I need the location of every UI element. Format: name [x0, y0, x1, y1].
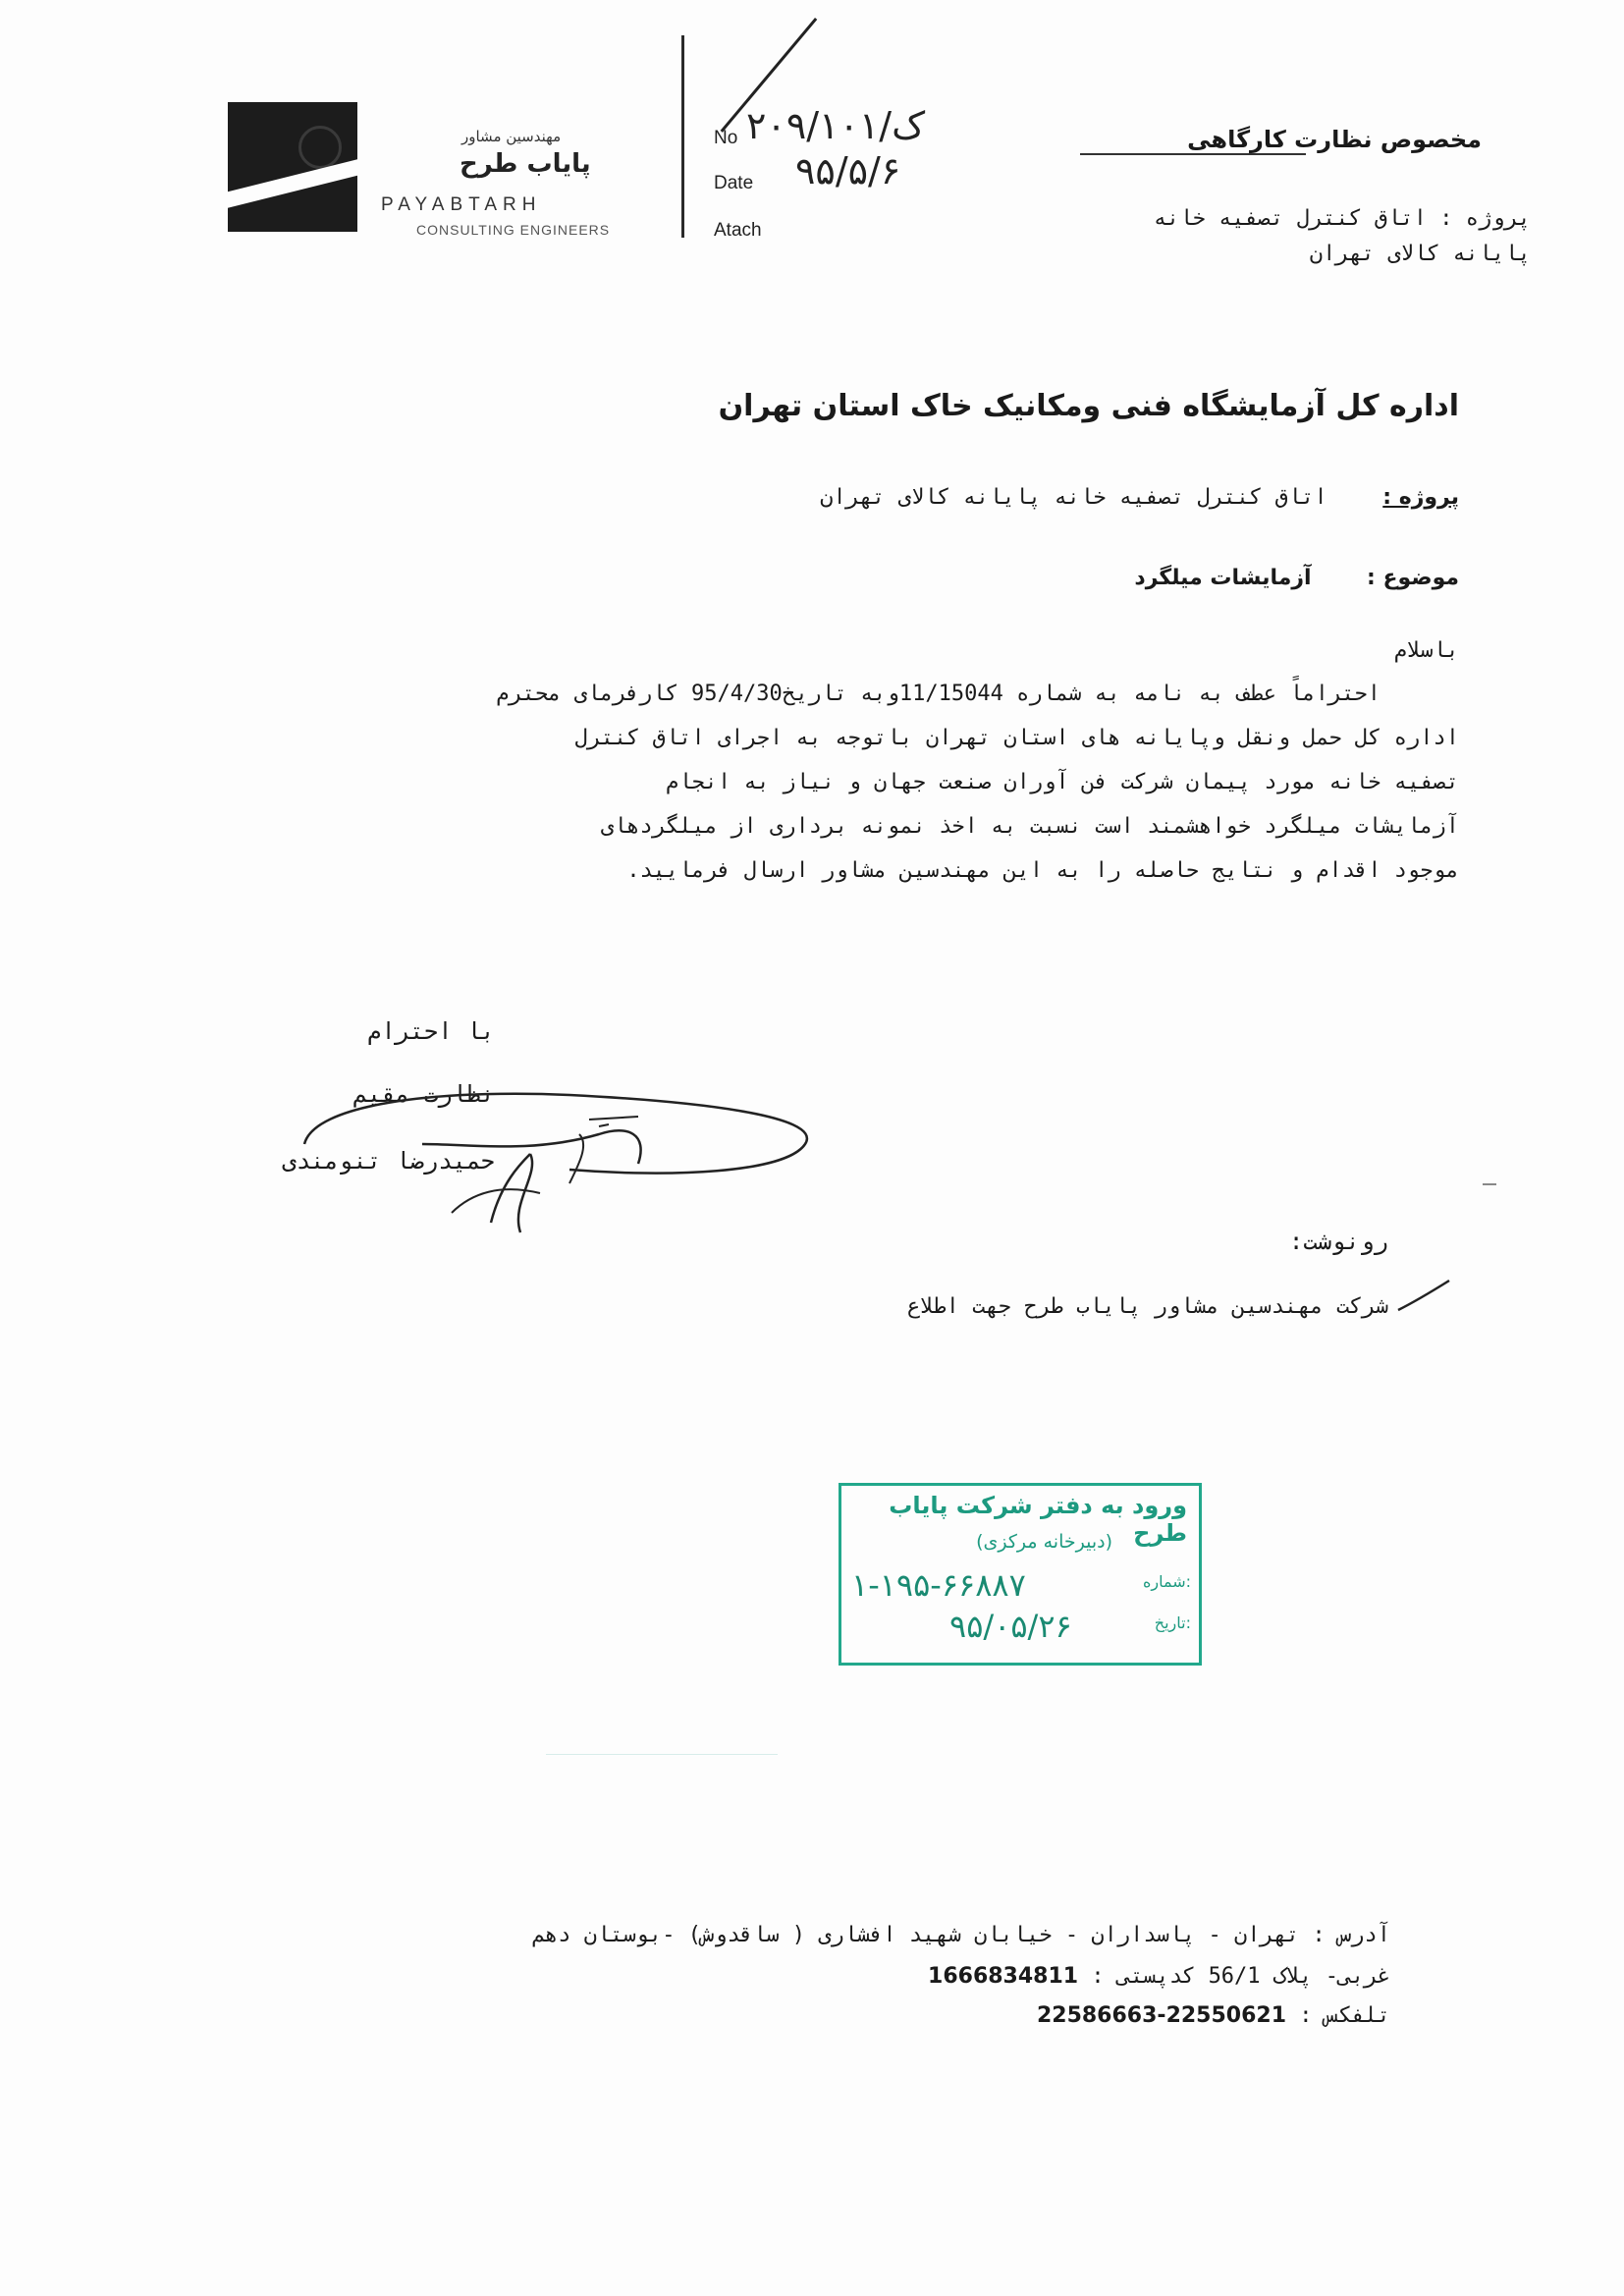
- project-header-line1: پروژه : اتاق کنترل تصفیه خانه: [1153, 206, 1531, 231]
- footer-telefax: [1037, 2003, 1390, 2028]
- body-line-3: تصفیه خانه مورد پیمان شرکت فن آوران صنعت جهان و نیاز به انجام: [666, 770, 1459, 794]
- received-stamp: [839, 1483, 1202, 1666]
- logo-persian-name: پایاب طرح: [460, 149, 591, 179]
- project-row: [820, 485, 1459, 510]
- project-label: پروژه :: [1382, 485, 1459, 510]
- footer-address-line2: [928, 1964, 1390, 1989]
- body-line-2: اداره کل حمل ونقل وپایانه های استان تهران باتوجه به اجرای اتاق کنترل: [574, 726, 1459, 750]
- faint-divider: [546, 1754, 778, 1755]
- header-divider: [681, 35, 684, 238]
- logo-english-subtitle: CONSULTING ENGINEERS: [416, 222, 611, 238]
- stamp-date-label: تاریخ:: [1154, 1613, 1191, 1632]
- letter-number-label: No: [714, 128, 738, 148]
- greeting: باسلام: [1393, 638, 1459, 663]
- stamp-date-value: ۹۵/۰۵/۲۶: [949, 1608, 1072, 1645]
- signer-name: حمیدرضا تنومندی: [282, 1147, 495, 1175]
- project-value: اتاق کنترل تصفیه خانه پایانه کالای تهران: [820, 485, 1327, 510]
- footer-address-line1: آدرس : تهران - پاسداران - خیابان شهید افشاری ( ساقدوش) -بوستان دهم: [531, 1923, 1390, 1947]
- signer-role: نظارت مقیم: [352, 1080, 495, 1108]
- logo-slash-icon: [228, 156, 357, 209]
- postal-code: 1666834811: [928, 1964, 1079, 1989]
- letter-body: [143, 672, 1459, 893]
- stamp-number-value: ۱-۱۹۵-۶۶۸۸۷: [851, 1566, 1026, 1604]
- stamp-subtitle: (دبیرخانه مرکزی): [976, 1531, 1112, 1553]
- handwritten-heading: مخصوص نظارت کارگاهی: [1187, 126, 1482, 153]
- logo-english-name: PAYABTARH: [381, 194, 542, 215]
- letter-number-value: ۲۰۹/ک/۱۰۱: [746, 104, 926, 147]
- body-line-1: احتراماً عطف به نامه به شماره 11/15044وبه تاریخ95/4/30 کارفرمای محترم: [496, 682, 1380, 706]
- body-line-5: موجود اقدام و نتایج حاصله را به این مهندسین مشاور ارسال فرمایید.: [626, 858, 1459, 883]
- signature-scribble: [275, 1075, 825, 1252]
- subject-label: موضوع :: [1367, 566, 1459, 590]
- cc-label: رونوشت:: [1288, 1228, 1388, 1255]
- project-header-line2: پایانه کالای تهران: [1309, 242, 1531, 266]
- margin-mark: [1483, 1183, 1496, 1185]
- closing: با احترام: [366, 1017, 495, 1045]
- company-logo: [228, 102, 357, 232]
- letter-attach-label: Atach: [714, 220, 762, 241]
- stamp-number-label: شماره:: [1142, 1572, 1191, 1591]
- letter-date-value: ۹۵/۵/۶: [795, 149, 901, 192]
- letter-date-label: Date: [714, 173, 754, 193]
- logo-circle-icon: [298, 126, 342, 169]
- cc-check-mark: [1394, 1277, 1453, 1316]
- postal-label: غربی- پلاک 56/1 کدپستی :: [1091, 1964, 1390, 1989]
- heading-underline: [1080, 153, 1306, 155]
- recipient-title: اداره کل آزمایشگاه فنی ومکانیک خاک استان تهران: [718, 389, 1459, 423]
- stamp-title: ورود به دفتر شرکت پایاب طرح: [889, 1492, 1187, 1547]
- subject-row: [1134, 566, 1459, 590]
- subject-value: آزمایشات میلگرد: [1134, 566, 1312, 590]
- logo-persian-subtitle: مهندسین مشاور: [461, 128, 562, 145]
- cc-line: شرکت مهندسین مشاور پایاب طرح جهت اطلاع: [906, 1294, 1388, 1319]
- telefax-label: تلفکس :: [1299, 2003, 1390, 2028]
- telefax-value: 22550621-22586663: [1036, 2003, 1287, 2028]
- body-line-4: آزمایشات میلگرد خواهشمند است نسبت به اخذ نمونه برداری از میلگردهای: [600, 814, 1459, 839]
